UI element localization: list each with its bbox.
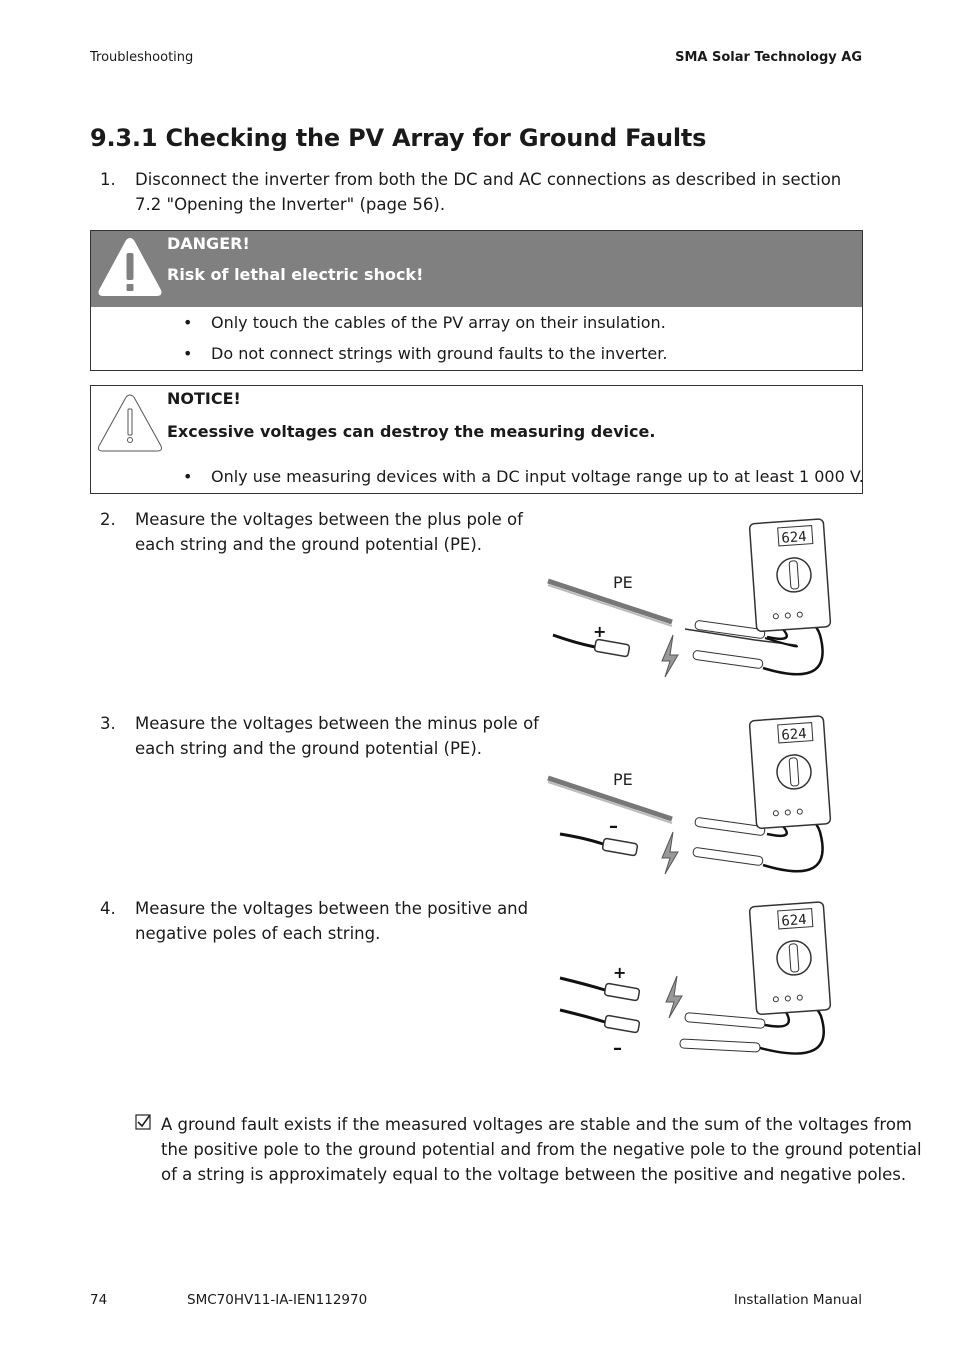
running-header-section: Troubleshooting (90, 50, 194, 65)
notice-box: NOTICE! Excessive voltages can destroy the measuring device. • Only use measuring devices with a DC input voltage range up to at least 1 000 V. (90, 385, 863, 494)
notice-title: NOTICE! (167, 389, 241, 408)
result-statement: A ground fault exists if the measured voltages are stable and the sum of the voltages from the positive pole to the ground potential and from the negative pole to the ground potential of a string is approximately equal to the voltage between the positive and negative poles. (135, 1112, 865, 1187)
document-type: Installation Manual (733, 1292, 862, 1308)
danger-box: DANGER! Risk of lethal electric shock! • Only touch the cables of the PV array on their insulation. • Do not connect strings with ground faults to the inverter. (90, 230, 863, 371)
pe-label: PE (613, 770, 633, 789)
notice-triangle-icon (96, 392, 164, 454)
minus-sign: – (609, 816, 618, 837)
danger-header (91, 231, 862, 307)
figure-plus-pole-to-pe (545, 515, 845, 685)
meter-display: 624 (780, 725, 808, 744)
figure-minus-pole-to-pe (545, 712, 845, 882)
meter-display: 624 (780, 911, 808, 930)
plus-sign: + (613, 963, 627, 982)
pe-label: PE (613, 573, 633, 592)
plus-sign: + (593, 622, 607, 641)
checkbox-checked-icon (135, 1114, 151, 1130)
danger-title: DANGER! (167, 234, 250, 253)
figure-plus-to-minus (545, 898, 845, 1068)
page-number: 74 (90, 1292, 108, 1308)
minus-sign: – (613, 1038, 622, 1059)
running-header-company: SMA Solar Technology AG (675, 50, 862, 65)
meter-display: 624 (780, 528, 808, 547)
step-text-line: 7.2 "Opening the Inverter" (page 56). (135, 195, 446, 214)
warning-triangle-icon (96, 235, 164, 299)
document-id: SMC70HV11-IA-IEN112970 (187, 1292, 368, 1308)
step-number: 1. (100, 170, 116, 189)
notice-subtitle: Excessive voltages can destroy the measuring device. (167, 422, 656, 441)
step-text-line: Disconnect the inverter from both the DC and AC connections as described in section (135, 170, 842, 189)
danger-subtitle: Risk of lethal electric shock! (167, 265, 424, 284)
section-title: 9.3.1 Checking the PV Array for Ground Faults (90, 124, 707, 152)
